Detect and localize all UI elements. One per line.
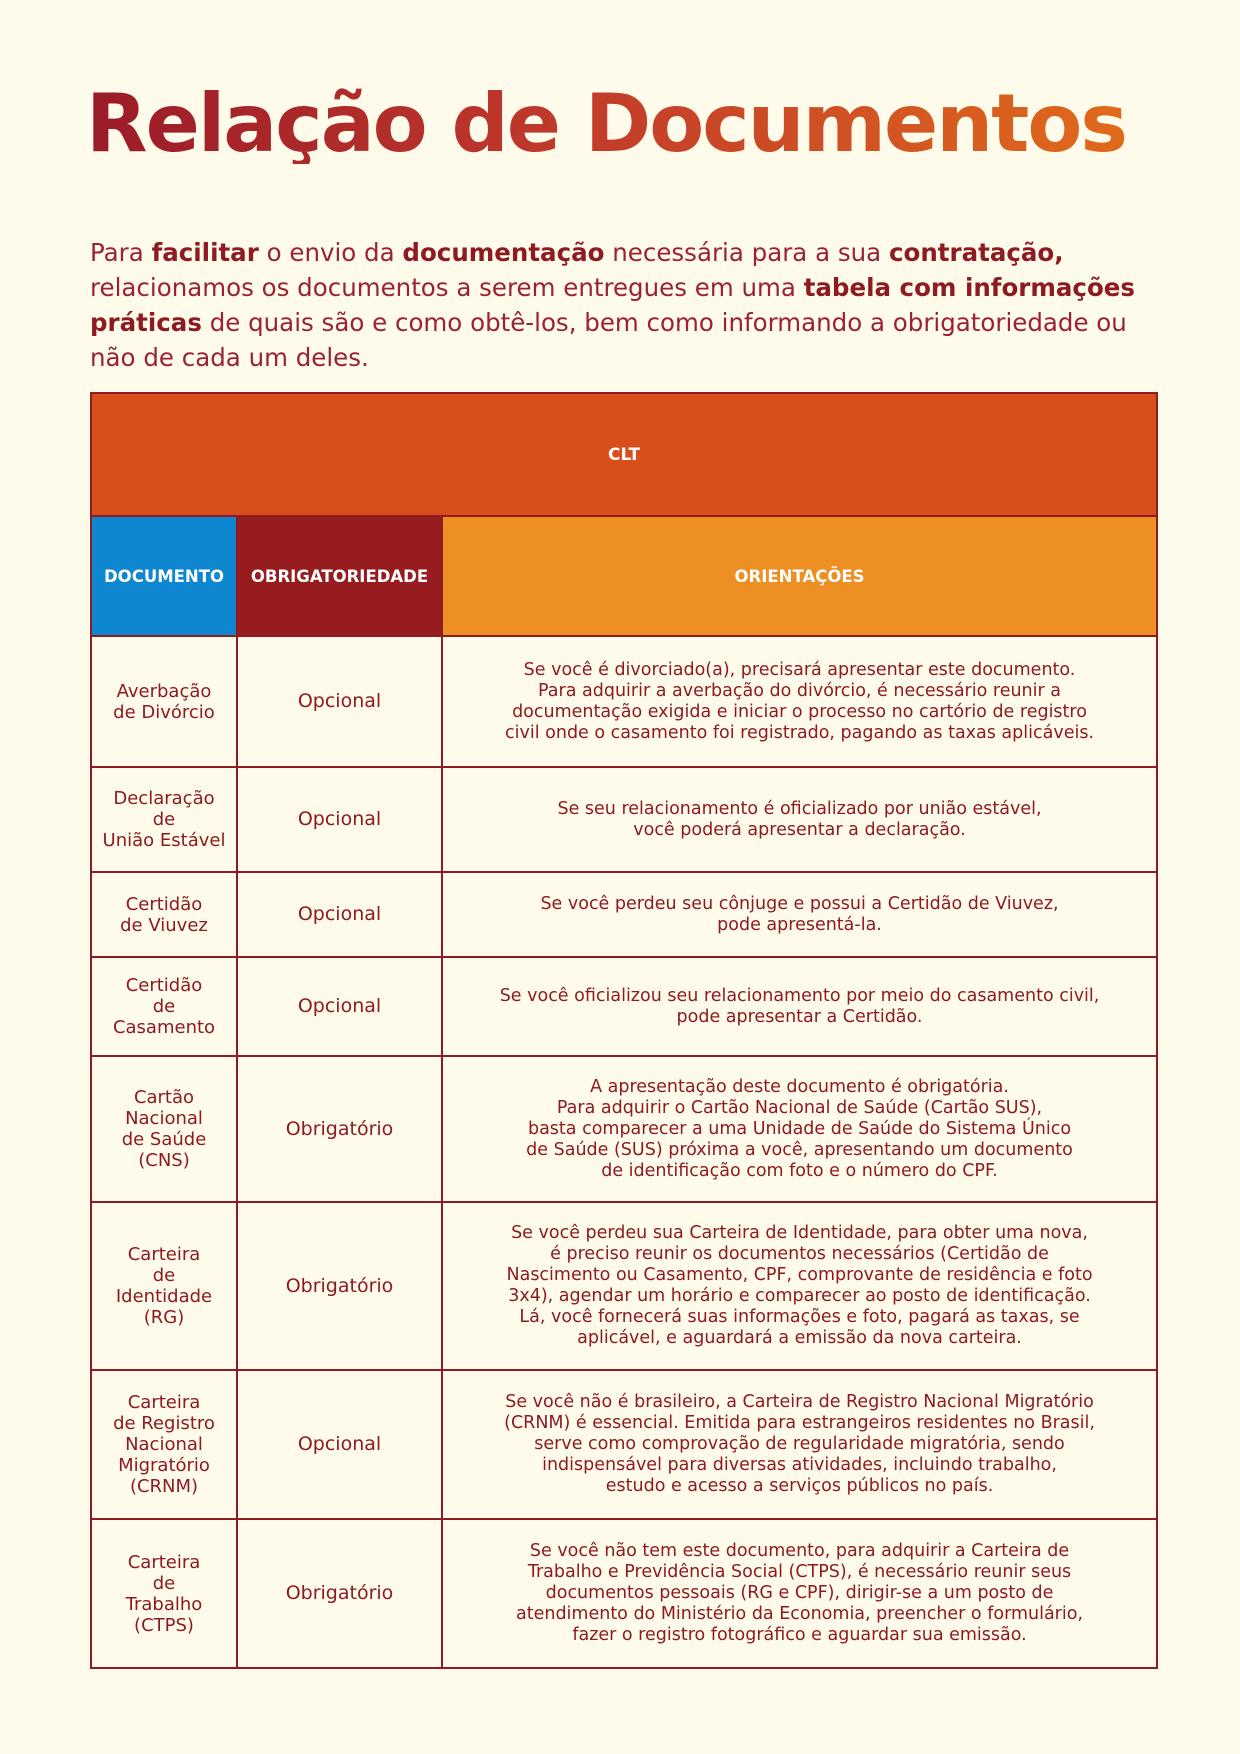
intro-paragraph [90,235,1160,375]
clt-header: CLT [91,393,1157,516]
table-row [91,767,1157,872]
requirement-cell: Opcional [237,872,442,957]
guidance-cell: Se seu relacionamento é oficializado por união estável, você poderá apresentar a declaração. [442,767,1157,872]
requirement-cell: Opcional [237,1370,442,1519]
intro-bold: documentação [402,237,605,267]
table-row [91,1370,1157,1519]
intro-text: o envio da [258,237,403,267]
document-cell: Certidão de Casamento [91,957,237,1056]
table-row [91,1056,1157,1202]
table-row [91,957,1157,1056]
guidance-cell: Se você perdeu sua Carteira de Identidade, para obter uma nova, é preciso reunir os documentos necessários (Certidão de Nascimento ou Casamento, CPF, comprovante de residência e foto 3x4), agendar um horário e comparecer ao posto de identificação. Lá, você fornecerá suas informações e foto, pagará as taxas, se aplicável, e aguardará a emissão da nova carteira. [442,1202,1157,1370]
intro-text: necessária para a sua [604,237,889,267]
requirement-cell: Obrigatório [237,1202,442,1370]
table-row [91,636,1157,767]
documents-table [90,392,1158,1669]
guidance-cell: Se você perdeu seu cônjuge e possui a Certidão de Viuvez, pode apresentá-la. [442,872,1157,957]
page-title: Relação de Documentos [86,77,1126,170]
requirement-cell: Opcional [237,767,442,872]
guidance-cell: A apresentação deste documento é obrigatória. Para adquirir o Cartão Nacional de Saúde (Cartão SUS), basta comparecer a uma Unidade de Saúde do Sistema Único de Saúde (SUS) próxima a você, apresentando um documento de identificação com foto e o número do CPF. [442,1056,1157,1202]
column-header-requirement: OBRIGATORIEDADE [237,516,442,636]
intro-text: de quais são e como obtê-los, bem como informando a obrigatoriedade ou não de cada um deles. [90,307,1127,372]
document-cell: Carteira de Identidade (RG) [91,1202,237,1370]
table-row [91,872,1157,957]
column-header-guidance: ORIENTAÇÕES [442,516,1157,636]
requirement-cell: Obrigatório [237,1056,442,1202]
intro-text: Para [90,237,152,267]
column-header-document: DOCUMENTO [91,516,237,636]
requirement-cell: Obrigatório [237,1519,442,1668]
table-header-row [91,516,1157,636]
document-cell: Carteira de Registro Nacional Migratório (CRNM) [91,1370,237,1519]
document-cell: Cartão Nacional de Saúde (CNS) [91,1056,237,1202]
guidance-cell: Se você não tem este documento, para adquirir a Carteira de Trabalho e Previdência Social (CTPS), é necessário reunir seus documentos pessoais (RG e CPF), dirigir-se a um posto de atendimento do Ministério da Economia, preencher o formulário, fazer o registro fotográfico e aguardar sua emissão. [442,1519,1157,1668]
intro-bold: contratação, [888,237,1064,267]
intro-text: relacionamos os documentos a serem entregues em uma [90,272,804,302]
table-group-header-row [91,393,1157,516]
document-cell: Certidão de Viuvez [91,872,237,957]
guidance-cell: Se você não é brasileiro, a Carteira de Registro Nacional Migratório (CRNM) é essencial. Emitida para estrangeiros residentes no Brasil, serve como comprovação de regularidade migratória, sendo indispensável para diversas atividades, incluindo trabalho, estudo e acesso a serviços públicos no país. [442,1370,1157,1519]
document-cell: Carteira de Trabalho (CTPS) [91,1519,237,1668]
document-cell: Averbação de Divórcio [91,636,237,767]
intro-bold: tabela com informações práticas [90,272,1135,337]
requirement-cell: Opcional [237,636,442,767]
document-cell: Declaração de União Estável [91,767,237,872]
intro-bold: facilitar [151,237,259,267]
guidance-cell: Se você oficializou seu relacionamento por meio do casamento civil, pode apresentar a Certidão. [442,957,1157,1056]
table-row [91,1519,1157,1668]
table-row [91,1202,1157,1370]
requirement-cell: Opcional [237,957,442,1056]
guidance-cell: Se você é divorciado(a), precisará apresentar este documento. Para adquirir a averbação do divórcio, é necessário reunir a documentação exigida e iniciar o processo no cartório de registro civil onde o casamento foi registrado, pagando as taxas aplicáveis. [442,636,1157,767]
